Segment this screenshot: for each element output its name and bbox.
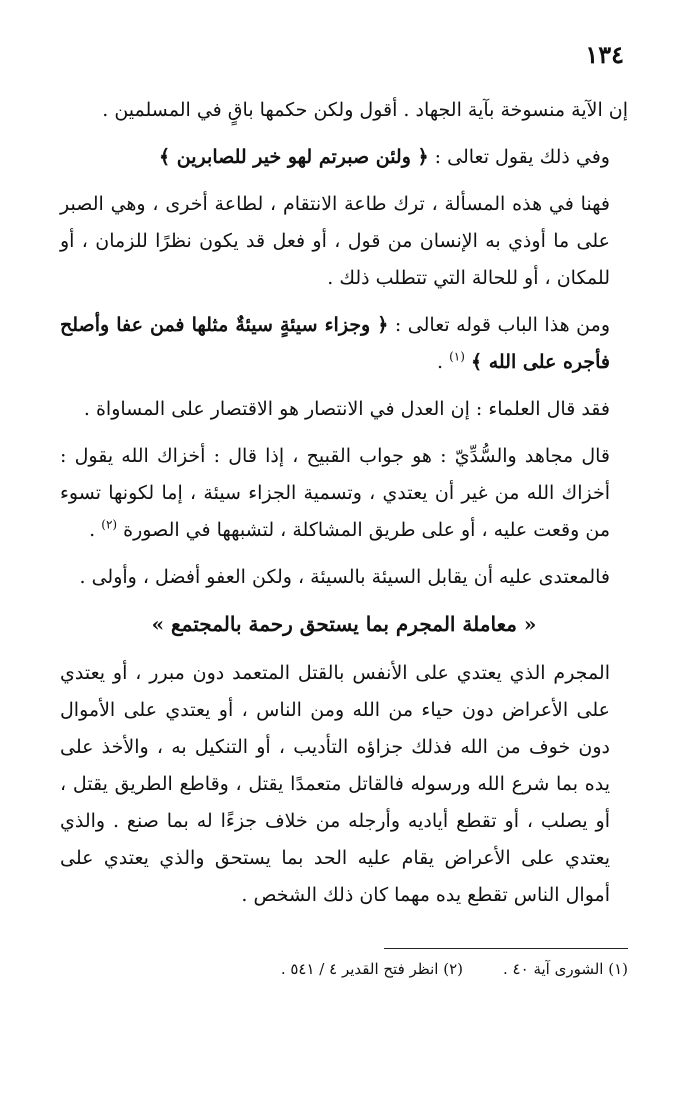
paragraph-7-text: فالمعتدى عليه أن يقابل السيئة بالسيئة ، ولكن العفو أفضل ، وأولى . xyxy=(79,566,610,588)
paragraph-3 xyxy=(60,186,628,297)
body-text xyxy=(60,92,628,924)
paragraph-5-text: فقد قال العلماء : إن العدل في الانتصار هو الاقتصار على المساواة . xyxy=(83,398,610,420)
paragraph-6-text: قال مجاهد والسُّدِّيّ : هو جواب القبيح ، إذا قال : أخزاك الله يقول : أخزاك الله من غير أن يعتدي ، وتسمية الجزاء سيئة ، إما لكونها تسوء من وقعت عليه ، أو على طريق المشاكلة ، لتشبهها في الصورة xyxy=(60,445,610,541)
paragraph-2-intro: وفي ذلك يقول تعالى : xyxy=(428,146,610,168)
footnotes xyxy=(60,958,628,980)
footnote-ref-1[interactable]: (١) xyxy=(449,349,465,364)
paragraph-7 xyxy=(60,559,628,596)
paragraph-final-text: المجرم الذي يعتدي على الأنفس بالقتل المتعمد دون مبرر ، أو يعتدي على الأعراض دون حياء من الله ومن الناس ، أو يعتدي على الأموال دون خوف من الله فذلك جزاؤه التأديب ، أو التنكيل به ، والأخذ على يده بما شرع الله ورسوله فالقاتل متعمدًا يقتل ، وقاطع الطريق يقتل ، أو يصلب ، أو تقطع أياديه وأرجله من خلاف جزءًا له بما صنع . والذي يعتدي على الأعراض يقام عليه الحد بما يستحق والذي يعتدي على أموال الناس تقطع يده مهما كان ذلك الشخص . xyxy=(60,662,610,906)
paragraph-6-after: . xyxy=(89,519,102,541)
section-heading: « معاملة المجرم بما يستحق رحمة بالمجتمع » xyxy=(151,612,537,636)
footnote-1: (١) الشورى آية ٤٠ . xyxy=(503,960,628,978)
paragraph-2 xyxy=(60,139,628,176)
quran-verse-patience: ﴿ ولئن صبرتم لهو خير للصابرين ﴾ xyxy=(159,146,429,168)
paragraph-1-text: إن الآية منسوخة بآية الجهاد . أقول ولكن حكمها باقٍ في المسلمين . xyxy=(102,99,628,121)
paragraph-4-intro: ومن هذا الباب قوله تعالى : xyxy=(388,314,610,336)
paragraph-1 xyxy=(60,92,628,129)
footnote-divider xyxy=(384,948,628,949)
paragraph-4 xyxy=(60,307,628,381)
footnote-ref-2[interactable]: (٢) xyxy=(101,517,118,532)
footnote-2: (٢) انظر فتح القدير ٤ / ٥٤١ . xyxy=(280,960,463,978)
paragraph-3-text: فهنا في هذه المسألة ، ترك طاعة الانتقام ، لطاعة أخرى ، وهي الصبر على ما أوذي به الإنسان من قول ، أو فعل قد يكون نظرًا للزمان ، أو للمكان ، أو للحالة التي تتطلب ذلك . xyxy=(60,193,610,289)
page-number: ١٣٤ xyxy=(585,40,624,69)
quran-verse-recompense: ﴿ وجزاء سيئةٍ سيئةٌ مثلها فمن عفا وأصلح فأجره على الله ﴾ xyxy=(60,314,610,373)
paragraph-final xyxy=(60,655,628,914)
paragraph-5 xyxy=(60,391,628,428)
paragraph-6 xyxy=(60,438,628,549)
paragraph-4-after: . xyxy=(436,351,450,373)
